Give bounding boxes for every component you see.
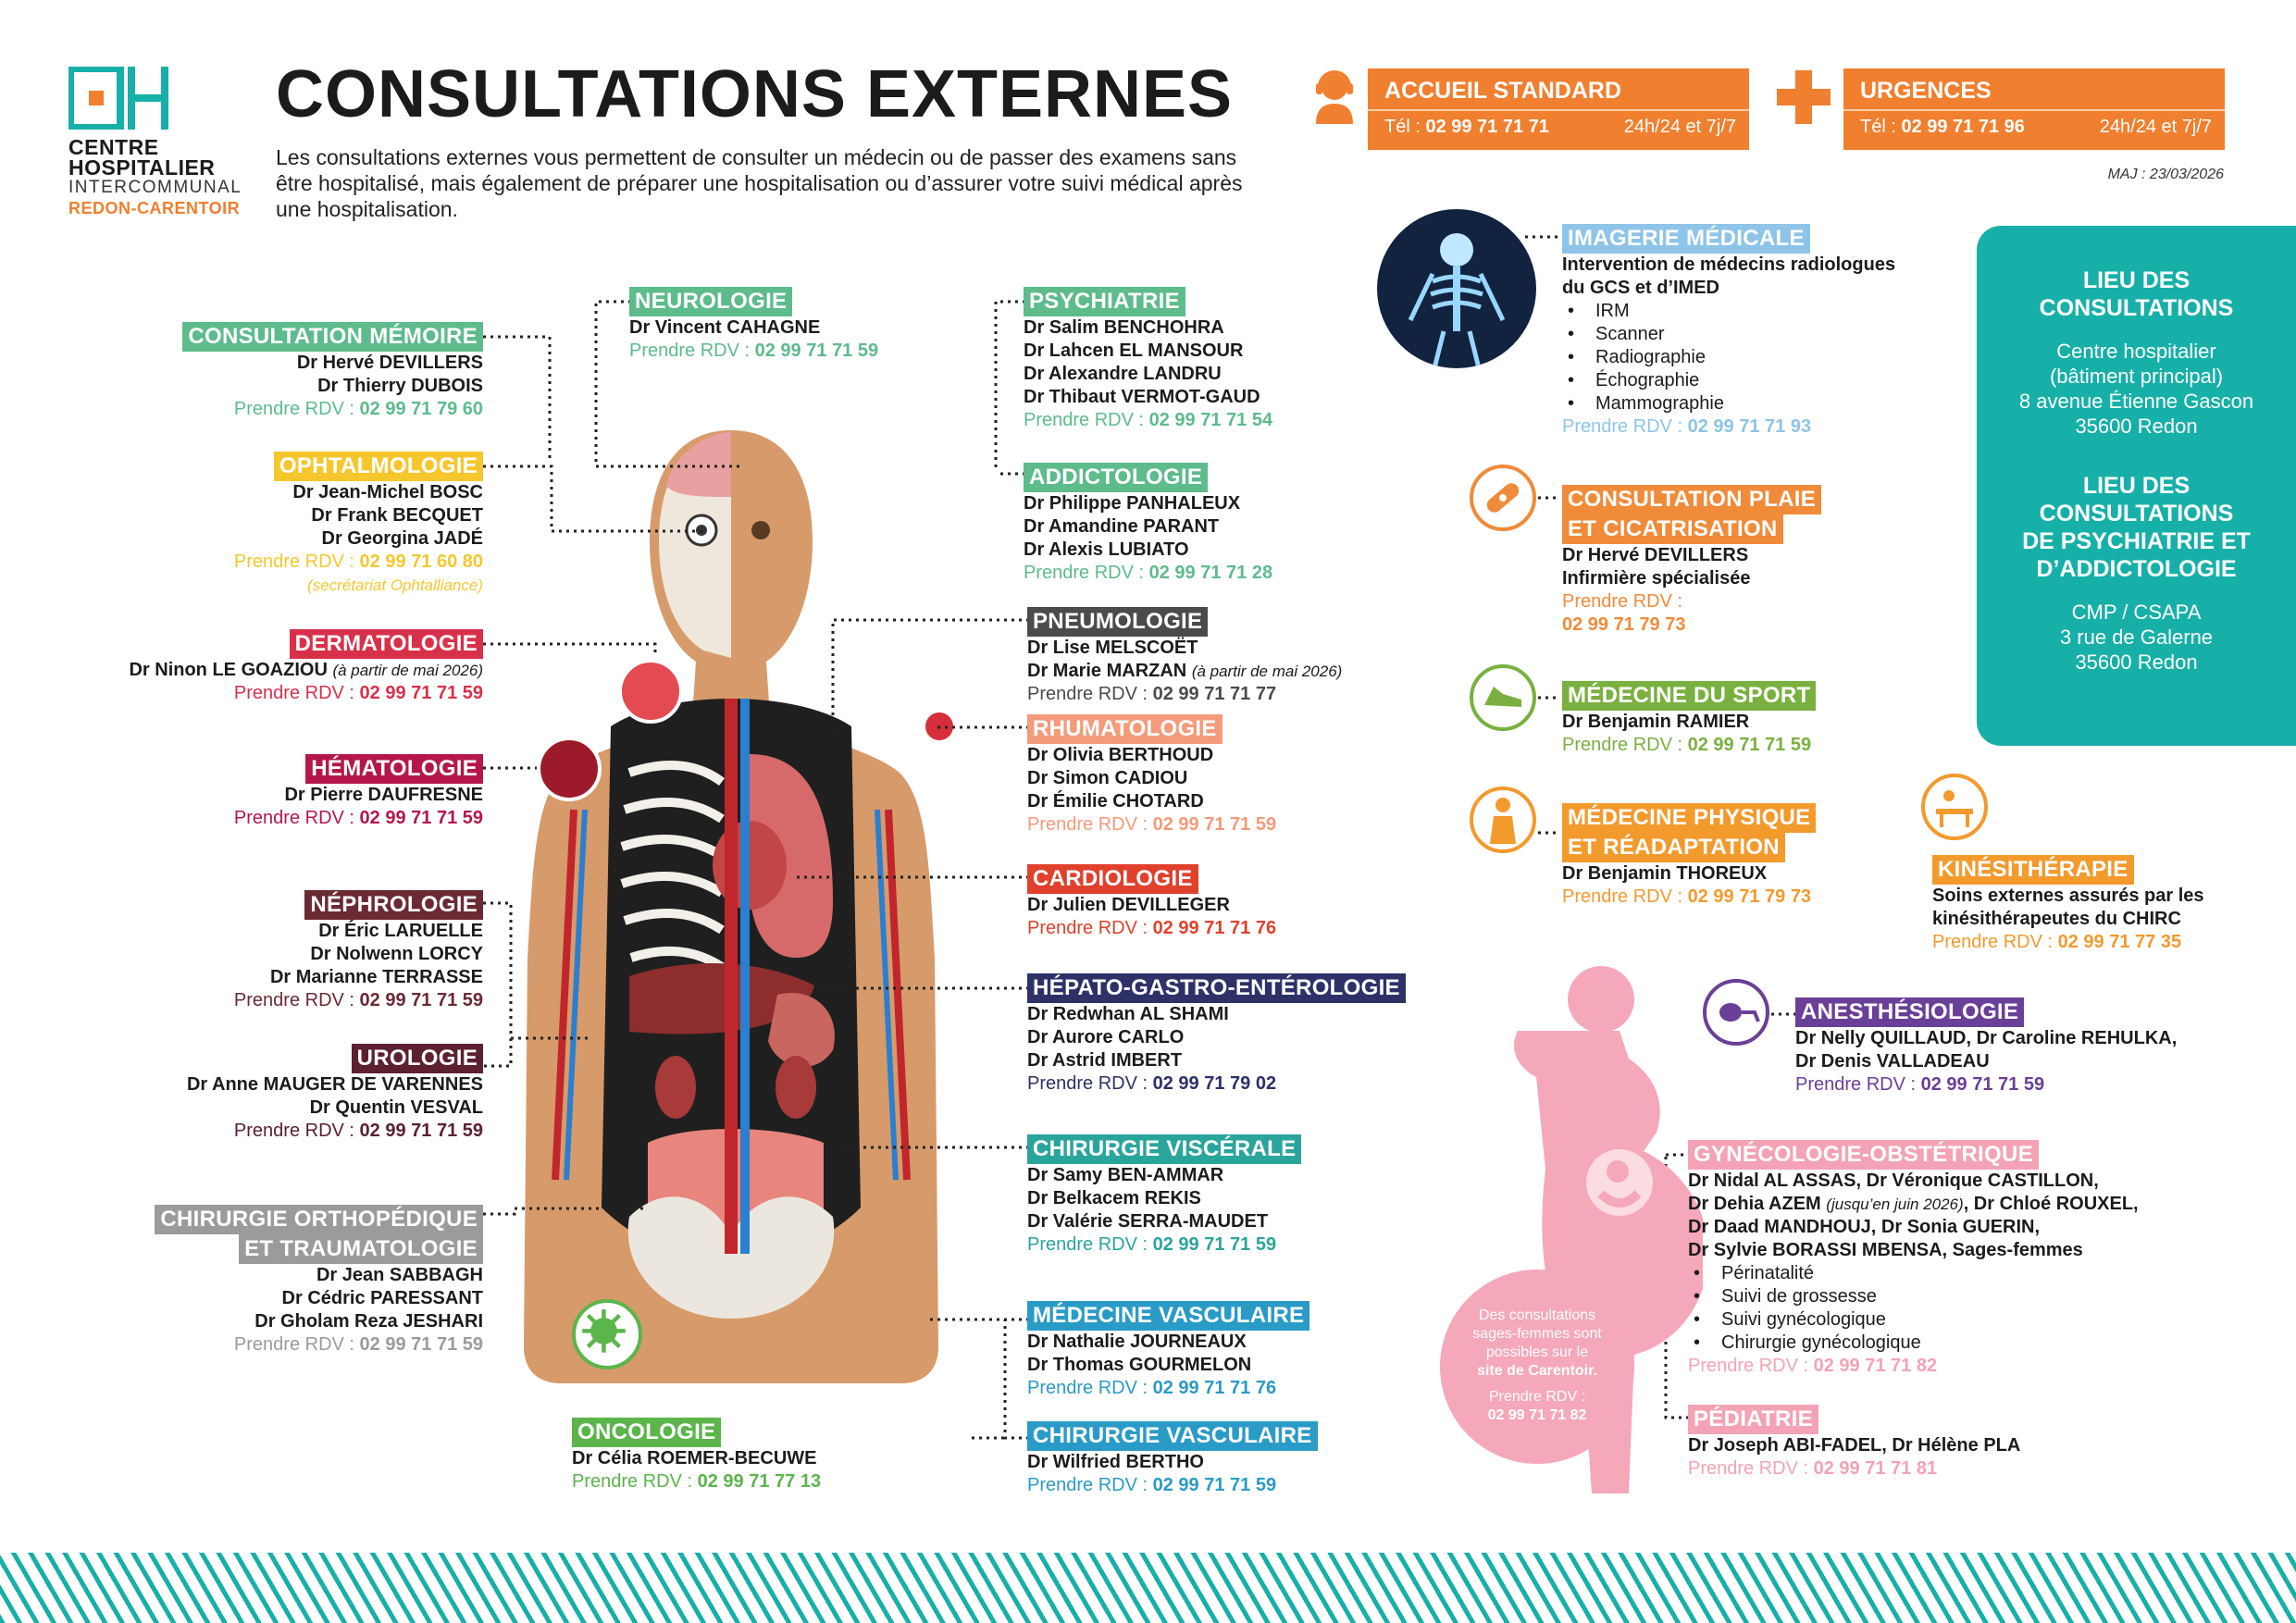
addicto-phone[interactable]: 02 99 71 71 28 (1148, 563, 1273, 583)
location-address: 3 rue de Galerne (2059, 626, 2214, 649)
doctor-name: Dr Nidal AL ASSAS, Dr Véronique CASTILLON, (1688, 1171, 2099, 1191)
update-date: MAJ : 23/03/2026 (2107, 167, 2224, 182)
plaie-phone[interactable]: 02 99 71 79 73 (1562, 614, 1686, 635)
mpr-title-2: ET RÉADAPTATION (1562, 833, 1785, 862)
ortho-rdv: Prendre RDV : 02 99 71 71 59 (233, 1334, 483, 1355)
memoire-rdv: Prendre RDV : 02 99 71 79 60 (233, 399, 483, 419)
location-title: CONSULTATIONS (2039, 295, 2234, 321)
visc-title: CHIRURGIE VISCÉRALE (1027, 1134, 1301, 1164)
hospital-logo-text (68, 137, 242, 218)
doctor-name: Dr Frank BECQUET (311, 505, 483, 526)
doctor-name: Dr Simon CADIOU (1027, 768, 1188, 788)
logo-line: CENTRE (68, 135, 159, 159)
kine-phone[interactable]: 02 99 71 77 35 (2057, 932, 2182, 952)
doctor-name: Dr Alexandre LANDRU (1024, 364, 1222, 384)
location-address: 8 avenue Étienne Gascon (2018, 390, 2254, 413)
doctor-name: Dr Nathalie JOURNEAUX (1027, 1332, 1247, 1352)
accueil-phone: Tél : 02 99 71 71 71 (1384, 117, 1549, 137)
imagerie-desc: du GCS et d’IMED (1562, 278, 1719, 298)
ortho-title: CHIRURGIE ORTHOPÉDIQUE (155, 1205, 483, 1234)
ortho-phone[interactable]: 02 99 71 71 59 (359, 1334, 483, 1355)
doctor-name: Dr Célia ROEMER-BECUWE (572, 1448, 817, 1468)
oncology-icon (572, 1299, 642, 1369)
doctor-name: Dr Thibaut VERMOT-GAUD (1024, 387, 1260, 407)
section-rhumato (1027, 714, 1360, 836)
location-title: LIEU DES (2082, 267, 2191, 293)
doctor-name: Dr Lise MELSCOËT (1027, 638, 1198, 658)
location-title: DE PSYCHIATRIE ET (2022, 528, 2251, 554)
plaie-rdv-label: Prendre RDV : (1562, 591, 1683, 612)
hepato-title: HÉPATO-GASTRO-ENTÉROLOGIE (1027, 973, 1406, 1003)
note-line: site de Carentoir. (1477, 1363, 1597, 1379)
uro-phone[interactable]: 02 99 71 71 59 (359, 1121, 483, 1141)
rhumato-phone[interactable]: 02 99 71 71 59 (1152, 814, 1277, 835)
mpr-title: MÉDECINE PHYSIQUE (1562, 803, 1816, 833)
section-neuro (629, 287, 962, 363)
gyneco-title: GYNÉCOLOGIE-OBSTÉTRIQUE (1688, 1140, 2039, 1170)
page-title: CONSULTATIONS EXTERNES (276, 57, 1234, 131)
section-pneumo (1027, 607, 1416, 706)
pneumo-note: (à partir de mai 2026) (1191, 663, 1343, 680)
doctor-name: , Dr Chloé ROUXEL, (1963, 1194, 2139, 1214)
doctor-name: Dr Wilfried BERTHO (1027, 1452, 1204, 1472)
cardio-rdv: Prendre RDV : 02 99 71 71 76 (1027, 918, 1277, 938)
cardio-title: CARDIOLOGIE (1027, 864, 1198, 894)
doctor-name: Dr Olivia BERTHOUD (1027, 745, 1214, 765)
rhumato-title: RHUMATOLOGIE (1027, 714, 1222, 744)
section-dermato (2, 629, 483, 705)
doctor-name: Dr Philippe PANHALEUX (1024, 493, 1241, 514)
sages-femmes-note (1440, 1270, 1634, 1464)
note-line: Des consultations (1478, 1307, 1596, 1323)
logo-line: INTERCOMMUNAL (68, 178, 242, 197)
accueil-title: ACCUEIL STANDARD (1384, 78, 1622, 104)
doctor-name: Dr Thierry DUBOIS (317, 376, 483, 396)
doctor-name: Dr Aurore CARLO (1027, 1027, 1185, 1047)
location-title: CONSULTATIONS (2039, 501, 2234, 527)
location-title: D’ADDICTOLOGIE (2036, 556, 2237, 582)
doctor-name: Dr Salim BENCHOHRA (1024, 317, 1224, 338)
sport-phone[interactable]: 02 99 71 71 59 (1687, 735, 1812, 755)
gyneco-note: (jusqu’en juin 2026) (1826, 1196, 1964, 1213)
doctor-name: Dr Marie MARZAN (1027, 661, 1187, 681)
decorative-stripes (0, 1553, 2296, 1623)
section-imagerie (1562, 224, 1951, 439)
accueil-hours: 24h/24 et 7j/7 (1623, 117, 1736, 137)
list-item: • Périnatalité (1721, 1262, 2262, 1285)
doctor-name: Dr Thomas GOURMELON (1027, 1355, 1252, 1375)
section-hemato (94, 754, 483, 830)
section-ophtalmo (94, 452, 483, 597)
locations-panel (1977, 226, 2296, 746)
doctor-name: Dr Marianne TERRASSE (269, 967, 483, 987)
location-address: 35600 Redon (2075, 650, 2198, 674)
kine-desc: Soins externes assurés par les (1932, 886, 2204, 906)
section-hepato (1027, 973, 1434, 1096)
anesth-phone[interactable]: 02 99 71 71 59 (1920, 1074, 2045, 1095)
skin-cell-icon (618, 659, 683, 724)
section-vasc-chir (1027, 1421, 1397, 1497)
doctor-name: Dr Ninon LE GOAZIOU (129, 660, 328, 680)
pedia-phone[interactable]: 02 99 71 71 81 (1813, 1458, 1938, 1479)
doctor-name: Dr Julien DEVILLEGER (1027, 895, 1230, 915)
location-address: CMP / CSAPA (2071, 601, 2202, 624)
hemato-rdv: Prendre RDV : 02 99 71 71 59 (233, 808, 483, 828)
onco-rdv: Prendre RDV : 02 99 71 77 13 (572, 1471, 822, 1492)
section-nephro (94, 890, 483, 1012)
receptionist-icon (1312, 68, 1357, 124)
doctor-name: Dr Valérie SERRA-MAUDET (1027, 1211, 1269, 1232)
section-psy (1024, 287, 1357, 432)
imagerie-phone[interactable]: 02 99 71 71 93 (1687, 416, 1812, 437)
doctor-name: Dr Hervé DEVILLERS (1562, 545, 1749, 565)
psy-rdv: Prendre RDV : 02 99 71 71 54 (1024, 410, 1273, 430)
doctor-name: Dr Dehia AZEM (1688, 1194, 1821, 1214)
kine-title: KINÉSITHÉRAPIE (1932, 855, 2134, 885)
nephro-phone[interactable]: 02 99 71 71 59 (359, 990, 483, 1010)
vasc-med-phone[interactable]: 02 99 71 71 76 (1152, 1378, 1277, 1398)
psy-phone[interactable]: 02 99 71 71 54 (1148, 410, 1273, 430)
doctor-name: Dr Sylvie BORASSI MBENSA, Sages-femmes (1688, 1240, 2083, 1260)
bandage-icon (1470, 465, 1536, 531)
doctor-name: Dr Jean-Michel BOSC (292, 482, 483, 502)
section-uro (76, 1044, 483, 1143)
doctor-name: Dr Quentin VESVAL (309, 1097, 483, 1118)
doctor-name: Dr Joseph ABI-FADEL, Dr Hélène PLA (1688, 1435, 2021, 1456)
section-kine (1932, 855, 2247, 954)
vasc-chir-title: CHIRURGIE VASCULAIRE (1027, 1421, 1318, 1451)
uro-title: UROLOGIE (352, 1044, 483, 1073)
section-vasc-med (1027, 1301, 1397, 1400)
note-line: possibles sur le (1485, 1344, 1589, 1360)
ophtalmo-phone[interactable]: 02 99 71 60 80 (359, 551, 483, 572)
list-item: • Échographie (1595, 369, 1951, 392)
imagerie-rdv: Prendre RDV : 02 99 71 71 93 (1562, 416, 1812, 437)
visc-rdv: Prendre RDV : 02 99 71 71 59 (1027, 1234, 1277, 1255)
section-gyneco (1688, 1140, 2262, 1378)
sport-rdv: Prendre RDV : 02 99 71 71 59 (1562, 735, 1812, 755)
list-item: • Suivi de grossesse (1721, 1285, 2262, 1308)
doctor-name: Dr Anne MAUGER DE VARENNES (186, 1074, 483, 1095)
memoire-phone[interactable]: 02 99 71 79 60 (359, 399, 483, 419)
dermato-phone[interactable]: 02 99 71 71 59 (359, 683, 483, 703)
blood-cell-icon (537, 737, 602, 801)
xray-skeleton-icon (1377, 209, 1536, 368)
doctor-name: Dr Lahcen EL MANSOUR (1024, 341, 1244, 361)
memoire-title: CONSULTATION MÉMOIRE (182, 322, 483, 352)
doctor-name: Dr Émilie CHOTARD (1027, 791, 1204, 812)
doctor-name: Dr Amandine PARANT (1024, 516, 1220, 537)
doctor-name: Dr Samy BEN-AMMAR (1027, 1165, 1224, 1185)
doctor-name: Dr Alexis LUBIATO (1024, 539, 1189, 560)
plaie-title: CONSULTATION PLAIE (1562, 485, 1821, 514)
body-rehab-icon (1470, 787, 1536, 853)
section-visc (1027, 1134, 1397, 1257)
addicto-rdv: Prendre RDV : 02 99 71 71 28 (1024, 563, 1273, 583)
ophtalmo-note: (secrétariat Ophtalliance) (307, 576, 483, 594)
accueil-phone-number[interactable]: 02 99 71 71 71 (1425, 117, 1549, 137)
doctor-name: Dr Vincent CAHAGNE (629, 317, 821, 338)
section-plaie (1562, 485, 1951, 637)
dermato-note: (à partir de mai 2026) (332, 662, 483, 679)
physio-table-icon (1921, 774, 1988, 840)
doctor-name: Dr Éric LARUELLE (318, 921, 483, 941)
doctor-name: Dr Georgina JADÉ (321, 528, 483, 549)
nephro-title: NÉPHROLOGIE (304, 890, 483, 920)
psy-title: PSYCHIATRIE (1024, 287, 1185, 316)
urgences-phone: Tél : 02 99 71 71 96 (1860, 117, 2025, 137)
location-address: (bâtiment principal) (2049, 365, 2224, 388)
doctor-name: Infirmière spécialisée (1562, 568, 1751, 588)
section-mpr (1562, 803, 1877, 909)
imagerie-list (1562, 300, 1951, 415)
pneumo-rdv: Prendre RDV : 02 99 71 71 77 (1027, 684, 1277, 704)
gyneco-phone[interactable]: 02 99 71 71 82 (1813, 1356, 1938, 1376)
dermato-title: DERMATOLOGIE (290, 629, 483, 659)
onco-phone[interactable]: 02 99 71 77 13 (697, 1471, 822, 1492)
ortho-title-2: ET TRAUMATOLOGIE (239, 1234, 483, 1264)
urgences-box (1843, 68, 2225, 150)
location-address: 35600 Redon (2075, 415, 2198, 438)
doctor-name: Dr Denis VALLADEAU (1795, 1051, 1990, 1072)
onco-title: ONCOLOGIE (572, 1418, 721, 1447)
hemato-title: HÉMATOLOGIE (305, 754, 483, 784)
sages-femmes-phone[interactable]: 02 99 71 71 82 (1487, 1407, 1587, 1423)
imagerie-desc: Intervention de médecins radiologues (1562, 254, 1896, 275)
doctor-name: Dr Pierre DAUFRESNE (284, 785, 483, 805)
list-item: • Chirurgie gynécologique (1721, 1332, 2262, 1355)
rhumato-rdv: Prendre RDV : 02 99 71 71 59 (1027, 814, 1277, 835)
plaie-title-2: ET CICATRISATION (1562, 514, 1783, 544)
gyneco-list (1688, 1262, 2262, 1355)
urgences-title: URGENCES (1860, 78, 1992, 104)
pedia-rdv: Prendre RDV : 02 99 71 71 81 (1688, 1458, 1938, 1479)
uro-rdv: Prendre RDV : 02 99 71 71 59 (233, 1121, 483, 1141)
doctor-name: Dr Daad MANDHOUJ, Dr Sonia GUERIN, (1688, 1217, 2041, 1237)
gyneco-rdv: Prendre RDV : 02 99 71 71 82 (1688, 1356, 1938, 1376)
list-item: • Radiographie (1595, 346, 1951, 369)
vasc-med-rdv: Prendre RDV : 02 99 71 71 76 (1027, 1378, 1277, 1398)
anesth-title: ANESTHÉSIOLOGIE (1795, 997, 2024, 1027)
anesth-rdv: Prendre RDV : 02 99 71 71 59 (1795, 1074, 2045, 1095)
urgences-phone-number[interactable]: 02 99 71 71 96 (1901, 117, 2025, 137)
neuro-rdv: Prendre RDV : 02 99 71 71 59 (629, 341, 879, 361)
pneumo-phone[interactable]: 02 99 71 71 77 (1152, 684, 1277, 704)
section-sport (1562, 681, 1951, 757)
imagerie-title: IMAGERIE MÉDICALE (1562, 224, 1810, 254)
kine-desc: kinésithérapeutes du CHIRC (1932, 909, 2181, 929)
list-item: • IRM (1595, 300, 1951, 323)
visc-phone[interactable]: 02 99 71 71 59 (1152, 1234, 1277, 1255)
section-pedia (1688, 1405, 2206, 1481)
section-addicto (1024, 463, 1357, 585)
location-address: Centre hospitalier (2056, 340, 2216, 363)
logo-line: REDON-CARENTOIR (68, 199, 241, 217)
doctor-name: Dr Belkacem REKIS (1027, 1188, 1201, 1208)
note-line: sages-femmes sont (1472, 1326, 1602, 1342)
vasc-med-title: MÉDECINE VASCULAIRE (1027, 1301, 1309, 1331)
intro-text: Les consultations externes vous permettent de consulter un médecin ou de passer des examens sans être hospitalisé, mais également de préparer une hospitalisation ou d’assurer votre suivi médical après une hospitalisation. (276, 145, 1243, 221)
dermato-rdv: Prendre RDV : 02 99 71 71 59 (233, 683, 483, 703)
kine-rdv: Prendre RDV : 02 99 71 77 35 (1932, 932, 2182, 952)
doctor-name: Dr Benjamin RAMIER (1562, 712, 1750, 732)
doctor-name: Dr Benjamin THOREUX (1562, 863, 1768, 884)
section-onco (572, 1418, 905, 1493)
hospital-logo-icon (68, 67, 170, 130)
section-anesth (1795, 997, 2277, 1096)
doctor-name: Dr Astrid IMBERT (1027, 1050, 1183, 1071)
vasc-chir-phone[interactable]: 02 99 71 71 59 (1152, 1475, 1277, 1495)
note-line: Prendre RDV : (1488, 1389, 1586, 1405)
nephro-rdv: Prendre RDV : 02 99 71 71 59 (233, 990, 483, 1010)
list-item: • Mammographie (1595, 392, 1951, 415)
list-item: • Suivi gynécologique (1721, 1308, 2262, 1332)
location-title: LIEU DES (2082, 473, 2191, 499)
doctor-name: Dr Nelly QUILLAUD, Dr Caroline REHULKA, (1795, 1028, 2178, 1048)
ophtalmo-rdv: Prendre RDV : 02 99 71 60 80 (233, 551, 483, 572)
vasc-chir-rdv: Prendre RDV : 02 99 71 71 59 (1027, 1475, 1277, 1495)
mpr-rdv: Prendre RDV : 02 99 71 79 73 (1562, 886, 1812, 907)
section-cardio (1027, 864, 1360, 940)
sport-title: MÉDECINE DU SPORT (1562, 681, 1816, 711)
neuro-title: NEUROLOGIE (629, 287, 792, 316)
neuro-phone[interactable]: 02 99 71 71 59 (754, 341, 879, 361)
logo-line: HOSPITALIER (68, 155, 216, 180)
section-ortho (94, 1205, 483, 1357)
accueil-box (1368, 68, 1749, 150)
hemato-phone[interactable]: 02 99 71 71 59 (359, 808, 483, 828)
plaie-rdv (1562, 613, 1951, 637)
list-item: • Scanner (1595, 323, 1951, 346)
hepato-rdv: Prendre RDV : 02 99 71 79 02 (1027, 1073, 1277, 1094)
section-memoire (94, 322, 483, 421)
doctor-name: Dr Redwhan AL SHAMI (1027, 1004, 1229, 1024)
sneaker-icon (1470, 664, 1536, 731)
doctor-name: Dr Gholam Reza JESHARI (254, 1311, 483, 1332)
pneumo-title: PNEUMOLOGIE (1027, 607, 1208, 637)
joint-pain-icon (925, 712, 953, 740)
doctor-name: Dr Jean SABBAGH (316, 1265, 483, 1285)
urgences-hours: 24h/24 et 7j/7 (2099, 117, 2212, 137)
mpr-phone[interactable]: 02 99 71 79 73 (1687, 886, 1812, 907)
pedia-title: PÉDIATRIE (1688, 1405, 1818, 1434)
addicto-title: ADDICTOLOGIE (1024, 463, 1208, 492)
ophtalmo-title: OPHTALMOLOGIE (274, 452, 483, 481)
doctor-name: Dr Nolwenn LORCY (310, 944, 483, 964)
hepato-phone[interactable]: 02 99 71 79 02 (1152, 1073, 1277, 1094)
cardio-phone[interactable]: 02 99 71 71 76 (1152, 918, 1277, 938)
medical-cross-icon (1777, 70, 1831, 124)
doctor-name: Dr Hervé DEVILLERS (296, 353, 483, 373)
doctor-name: Dr Cédric PARESSANT (281, 1288, 483, 1308)
anesthesia-mask-icon (1703, 979, 1769, 1046)
